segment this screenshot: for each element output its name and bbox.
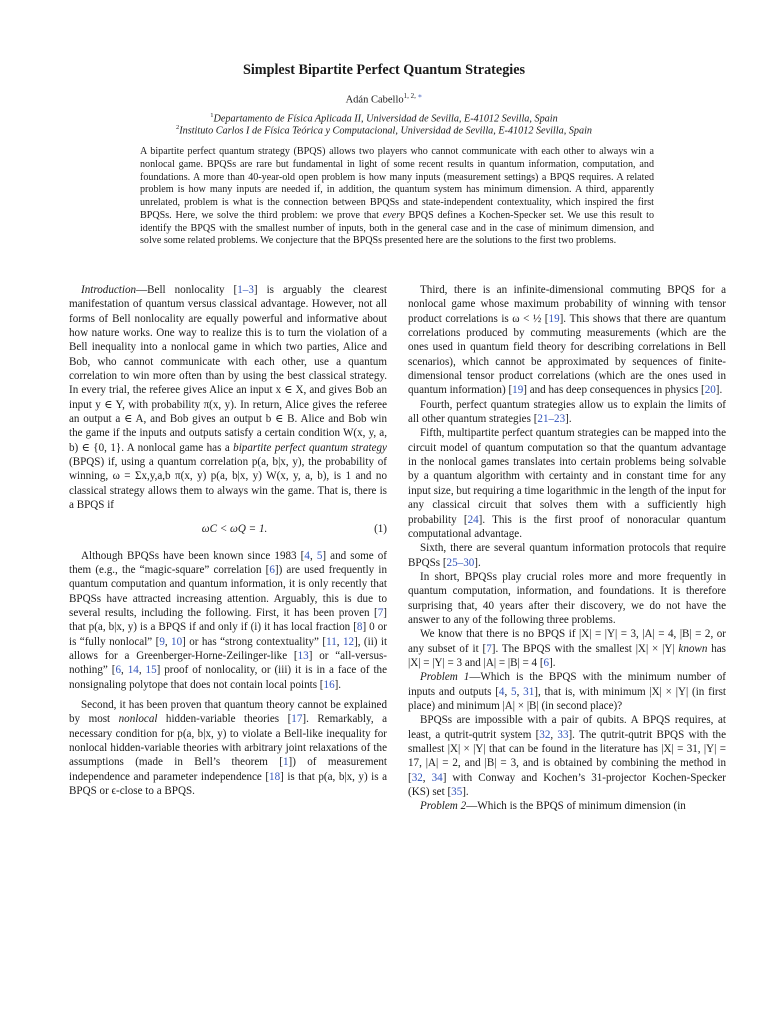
citation-link[interactable]: 4 (498, 685, 505, 698)
citation-link[interactable]: 1 (282, 756, 289, 769)
citation-link[interactable]: 20 (704, 384, 716, 397)
affiliation-2: $^2$Instituto Carlos I de Física Teórica y Computacional, Universidad de Sevilla, E-41012 Sevilla, Spain (176, 124, 592, 137)
equation-1 (69, 522, 387, 538)
citation-link[interactable]: 6 (115, 664, 121, 677)
abstract: A bipartite perfect quantum strategy (BPQS) allows two players who cannot communicate with each other to always win a nonlocal game. BPQSs are rare but fundamental in light of some recent results in quantum information, computation, and foundations. A more than 40-year-old open problem is how many inputs (measurement settings) a BPQS requires. A related problem is how many inputs are needed if, in addition, the quantum system has minimum dimension. A third, apparently unrelated, problem is what is the connection between BPQSs and state-independent contextuality, which inspired the first BPQSs. Here, we solve the third problem: we prove that every BPQS defines a Kochen-Specker set. We use this result to identify the BPQS with the smallest number of inputs, both in the general case and in the case of minimum dimension, and solve some related problems. We conjecture that the BPQSs presented here are the solutions to the first two problems. (140, 146, 654, 247)
citation-link[interactable]: 9 (159, 635, 165, 648)
citation-link[interactable]: 18 (269, 770, 281, 783)
author-affiliation-marks: 1, 2, ∗ (403, 92, 423, 100)
left-column (69, 283, 387, 798)
paper-title: Simplest Bipartite Perfect Quantum Strategies (242, 62, 526, 78)
paragraph-known-bpqs: We know that there is no BPQS if |X| = |Y| = 3, |A| = 4, |B| = 2, or any subset of it [7]. The BPQS with the smallest |X| × |Y| known has |X| = |Y| = 3 and |A| = |B| = 4 [6]. (408, 628, 727, 669)
citation-link[interactable]: 33 (557, 728, 569, 741)
citation-link[interactable]: 19 (548, 312, 560, 325)
citation-link[interactable]: 25–30 (446, 556, 475, 569)
citation-link[interactable]: 4 (304, 549, 310, 562)
citation-link[interactable]: 16 (323, 678, 335, 691)
paragraph-introduction: Introduction—Bell nonlocality [1–3] is arguably the clearest manifestation of quantum versus classical advantage. However, not all forms of Bell nonlocality are equally powerful and informative about how nature works. One way to realize this is to turn the violation of a Bell inequality into a nonlocal game in which two parties, Alice and Bob, who cannot communicate with each other, use a quantum correlation to win more often than by using the best classical strategy. In every trial, the referee gives Alice an input x ∈ X, and gives Bob an input y ∈ Y, with probability π(x, y). In return, Alice gives the referee an output a ∈ A, and Bob gives an output b ∈ B. Alice and Bob win the game if the inputs and outputs satisfy a certain condition W(x, y, a, b) ∈ {0, 1}. A nonlocal game has a bipartite perfect quantum strategy (BPQS) if, using a quantum correlation p(a, b|x, y), the probability of winning, ω = Σx,y,a,b π(x, y) p(a, b|x, y) W(x, y, a, b), is 1 and no classical strategy allows them to always win the game. That is, there is a BPQS if (69, 284, 387, 512)
citation-link[interactable]: 5 (511, 685, 517, 698)
citation-link[interactable]: 1–3 (237, 284, 254, 296)
right-column (408, 283, 726, 814)
author-name: Adán Cabello (345, 94, 404, 106)
paragraph-third: Third, there is an infinite-dimensional commuting BPQS for a nonlocal game whose maximum probability of winning with tensor product correlations is ω < ½ [19]. This shows that there are quantum correlations produced by commuting measurements (which are the ones used in quantum field theory for describing correlations in Bell scenarios), which cannot be approximated by sequences of finite-dimensional tensor product correlations (which are the ones used in quantum information) [19] and has deep consequences in physics [20]. (408, 284, 726, 397)
citation-link[interactable]: 12 (342, 635, 355, 648)
citation-link[interactable]: 31 (523, 685, 535, 698)
paragraph-problem-1: Problem 1—Which is the BPQS with the minimum number of inputs and outputs [4, 5, 31], that is, with minimum |X| × |Y| (in first place) and minimum |A| × |B| (in second place)? (408, 671, 726, 712)
citation-link[interactable]: 7 (377, 606, 384, 619)
paragraph-fifth: Fifth, multipartite perfect quantum strategies can be mapped into the circuit model of quantum computation so that the quantum advantage in the nonlocal games translates into certain problems being solvable by a quantum algorithm with certainty and in constant time for any input size, but requiring a time logarithmic in the length of the input for any classical circuit that solves them with a sufficiently high probability [24]. This is the first proof of nonoracular quantum computational advantage. (408, 427, 726, 540)
citation-link[interactable]: 24 (467, 513, 479, 526)
paragraph-problem-2: Problem 2—Which is the BPQS of minimum dimension (in (420, 800, 686, 813)
citation-link[interactable]: 6 (269, 563, 275, 576)
citation-link[interactable]: 32 (411, 771, 423, 784)
author-line (0, 92, 768, 106)
paragraph-summary: In short, BPQSs play crucial roles more and more frequently in quantum computation, information, and foundations. It is therefore surprising that, 40 years after their discovery, we do not have the answer to any of the following three problems. (408, 570, 726, 626)
citation-link[interactable]: 32 (539, 728, 551, 741)
citation-link[interactable]: 6 (543, 656, 550, 669)
equation-number: (1) (374, 523, 387, 536)
paragraph-sixth: Sixth, there are several quantum information protocols that require BPQSs [25–30]. (408, 542, 726, 569)
paragraph-history: Although BPQSs have been known since 1983 [4, 5] and some of them (e.g., the “magic-square” correlation [6]) are used frequently in quantum computation and quantum information, it is only recently that BPQSs have attracted increasing attention. Arguably, this is due to several results, including the following. First, it has been proven [7] that p(a, b|x, y) is a BPQS if and only if (i) it has local fraction [8] 0 or is “fully nonlocal” [9, 10] or has “strong contextuality” [11, 12], (ii) it allows for a Greenberger-Horne-Zeilinger-like [13] or “all-versus-nothing” [6, 14, 15] proof of nonlocality, or (iii) it is in a face of the nonsignaling polytope that does not contain local points [16]. (69, 549, 388, 691)
paragraph-qutrit: BPQSs are impossible with a pair of qubits. A BPQS requires, at least, a qutrit-qutrit system [32, 33]. The qutrit-qutrit BPQS with the smallest |X| × |Y| that can be found in the literature has |X| = 31, |Y| = 17, |A| = 2, and |B| = 3, and is obtained by combining the method in [32, 34] with Conway and Kochen’s 31-projector Kochen-Specker (KS) set [35]. (408, 714, 726, 799)
affiliation-1: $^1$Departamento de Física Aplicada II, Universidad de Sevilla, E-41012 Sevilla, Spain (210, 112, 558, 125)
citation-link[interactable]: 11 (326, 635, 337, 648)
citation-link[interactable]: 10 (171, 635, 183, 648)
citation-link[interactable]: 14 (127, 664, 139, 677)
citation-link[interactable]: 19 (512, 384, 524, 397)
corresponding-author-link[interactable]: ∗ (417, 92, 423, 100)
citation-link[interactable]: 17 (291, 713, 303, 726)
citation-link[interactable]: 34 (431, 771, 443, 784)
citation-link[interactable]: 35 (451, 786, 463, 799)
citation-link[interactable]: 15 (145, 664, 157, 677)
paragraph-second: Second, it has been proven that quantum theory cannot be explained by most nonlocal hidden-variable theories [17]. Remarkably, a necessary condition for p(a, b|x, y) to violate a Bell-like inequality for nonlocal hidden-variable theories with arbitrary joint relaxations of the assumptions (made in Bell’s theorem [1]) of measurement independence and parameter independence [18] is that p(a, b|x, y) is a BPQS or ϵ-close to a BPQS. (69, 698, 387, 797)
citation-link[interactable]: 8 (356, 621, 363, 634)
citation-link[interactable]: 21–23 (537, 413, 566, 426)
citation-link[interactable]: 5 (316, 549, 323, 562)
equation-body: ωC < ωQ = 1. (201, 523, 268, 536)
citation-link[interactable]: 7 (486, 642, 492, 655)
paragraph-fourth: Fourth, perfect quantum strategies allow us to explain the limits of all other quantum strategies [21–23]. (408, 398, 726, 426)
citation-link[interactable]: 13 (297, 649, 309, 662)
